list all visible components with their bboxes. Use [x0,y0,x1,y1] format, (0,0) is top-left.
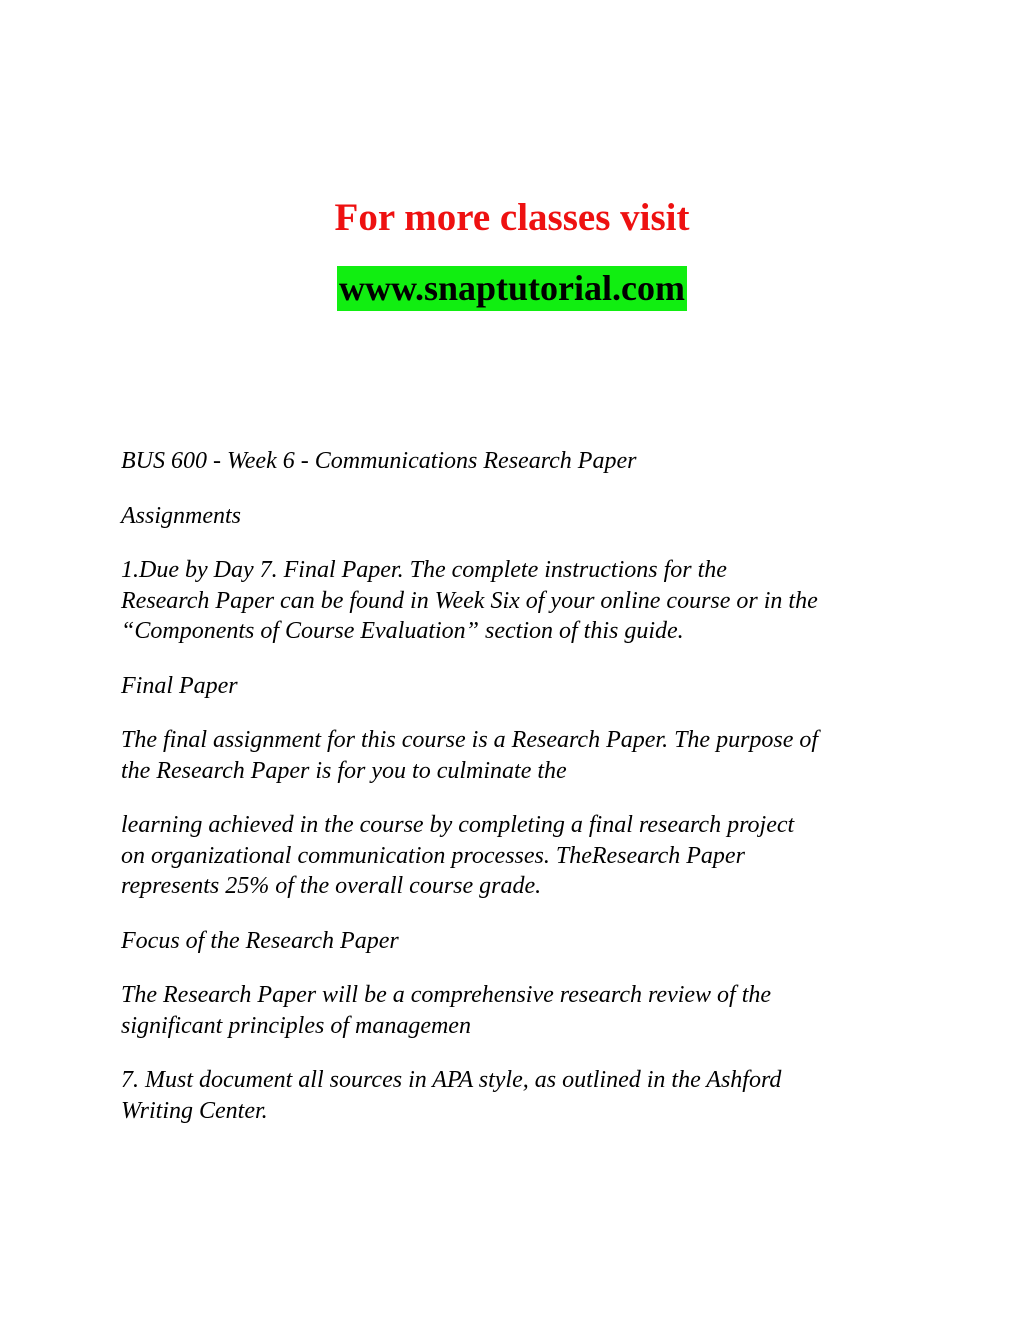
focus-paragraph [121,980,921,1041]
final-paper-paragraph-1 [121,725,921,786]
assignment-1-line: Research Paper can be found in Week Six of your online course or in the [121,587,818,614]
focus-heading: Focus of the Research Paper [121,927,399,954]
focus-line: significant principles of managemen [121,1012,471,1039]
promo-link-wrapper [0,266,1024,311]
final-paper-line: The final assignment for this course is a Research Paper. The purpose of [121,727,819,753]
promo-heading: For more classes visit [334,196,690,239]
document-body [121,446,921,1150]
final-paper-line: learning achieved in the course by completing a final research project [121,812,795,838]
item-7-paragraph [121,1065,921,1126]
final-paper-line: on organizational communication processes. TheResearch Paper [121,842,745,869]
assignment-1-line: “Components of Course Evaluation” section of this guide. [121,618,684,644]
final-paper-paragraph-2 [121,810,921,902]
final-paper-line: represents 25% of the overall course grade. [121,873,542,899]
assignments-label: Assignments [121,502,241,529]
assignment-1-paragraph [121,555,921,647]
document-title: BUS 600 - Week 6 - Communications Research Paper [121,448,637,474]
item-7-line: Writing Center. [121,1097,268,1124]
focus-line: The Research Paper will be a comprehensive research review of the [121,982,772,1008]
promo-website-link[interactable]: www.snaptutorial.com [337,266,687,311]
final-paper-line: the Research Paper is for you to culminate the [121,757,567,784]
assignment-1-line: 1.Due by Day 7. Final Paper. The complete instructions for the [121,557,727,583]
final-paper-heading: Final Paper [121,672,238,699]
item-7-line: 7. Must document all sources in APA style, as outlined in the Ashford [121,1067,782,1093]
